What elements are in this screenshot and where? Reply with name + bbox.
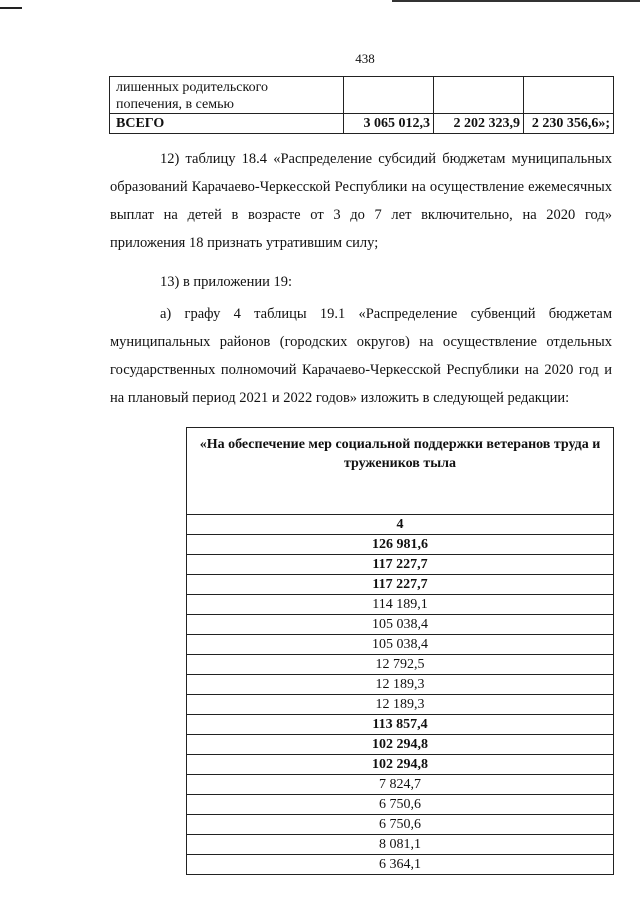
- total-label: ВСЕГО: [110, 114, 344, 134]
- table-row: [187, 575, 614, 595]
- table-row: [187, 835, 614, 855]
- paragraph-a: а) графу 4 таблицы 19.1 «Распределение субвенций бюджетам муниципальных районов (городских округов) на осуществление отдельных государственных полномочий Карачаево-Черкесской Республики на 2020 год и на плановый период 2021 и 2022 годов» изложить в следующей редакции:: [110, 306, 612, 406]
- value-cell: 12 792,5: [187, 655, 614, 675]
- column-number-row: [187, 515, 614, 535]
- table-row: [187, 755, 614, 775]
- total-value: 3 065 012,3: [344, 114, 434, 134]
- value-cell: 126 981,6: [187, 535, 614, 555]
- row-label-line: лишенных родительского: [116, 80, 268, 95]
- value-cell: 114 189,1: [187, 595, 614, 615]
- row-label-cell: [110, 77, 344, 114]
- top-table: [109, 76, 614, 134]
- header-row: [187, 428, 614, 515]
- values-table: [186, 427, 614, 875]
- table-row: [187, 695, 614, 715]
- value-cell: 102 294,8: [187, 755, 614, 775]
- total-row: [110, 114, 614, 134]
- value-cell: 7 824,7: [187, 775, 614, 795]
- table-row: [187, 815, 614, 835]
- table-row: [110, 77, 614, 114]
- table-row: [187, 675, 614, 695]
- row-label-line: попечения, в семью: [116, 97, 234, 112]
- table-row: [187, 775, 614, 795]
- value-cell: 6 364,1: [187, 855, 614, 875]
- empty-value-cell: [524, 77, 614, 114]
- page-number: 438: [355, 51, 375, 66]
- table-row: [187, 795, 614, 815]
- table-row: [187, 715, 614, 735]
- table-row: [187, 555, 614, 575]
- value-cell: 6 750,6: [187, 815, 614, 835]
- column-header: «На обеспечение мер социальной поддержки ветеранов труда и тружеников тыла: [187, 428, 614, 515]
- empty-value-cell: [344, 77, 434, 114]
- value-cell: 113 857,4: [187, 715, 614, 735]
- value-cell: 12 189,3: [187, 695, 614, 715]
- table-row: [187, 535, 614, 555]
- paragraph-12: 12) таблицу 18.4 «Распределение субсидий бюджетам муниципальных образований Карачаево-Черкесской Республики на осуществление ежемесячных выплат на детей в возрасте от 3 до 7 лет включительно, на 2020 год» приложения 18 признать утратившим силу;: [110, 151, 612, 251]
- value-cell: 105 038,4: [187, 615, 614, 635]
- table-row: [187, 595, 614, 615]
- value-cell: 102 294,8: [187, 735, 614, 755]
- empty-value-cell: [434, 77, 524, 114]
- value-cell: 105 038,4: [187, 635, 614, 655]
- table-row: [187, 655, 614, 675]
- scan-corner-mark: [0, 7, 22, 9]
- value-cell: 8 081,1: [187, 835, 614, 855]
- total-value: 2 202 323,9: [434, 114, 524, 134]
- value-cell: 117 227,7: [187, 555, 614, 575]
- paragraph-13: 13) в приложении 19:: [160, 274, 293, 290]
- table-row: [187, 735, 614, 755]
- column-number: 4: [187, 515, 614, 535]
- value-cell: 6 750,6: [187, 795, 614, 815]
- scan-top-rule: [392, 0, 640, 2]
- value-cell: 12 189,3: [187, 675, 614, 695]
- total-value: 2 230 356,6»;: [524, 114, 614, 134]
- table-row: [187, 615, 614, 635]
- value-cell: 117 227,7: [187, 575, 614, 595]
- table-row: [187, 855, 614, 875]
- table-row: [187, 635, 614, 655]
